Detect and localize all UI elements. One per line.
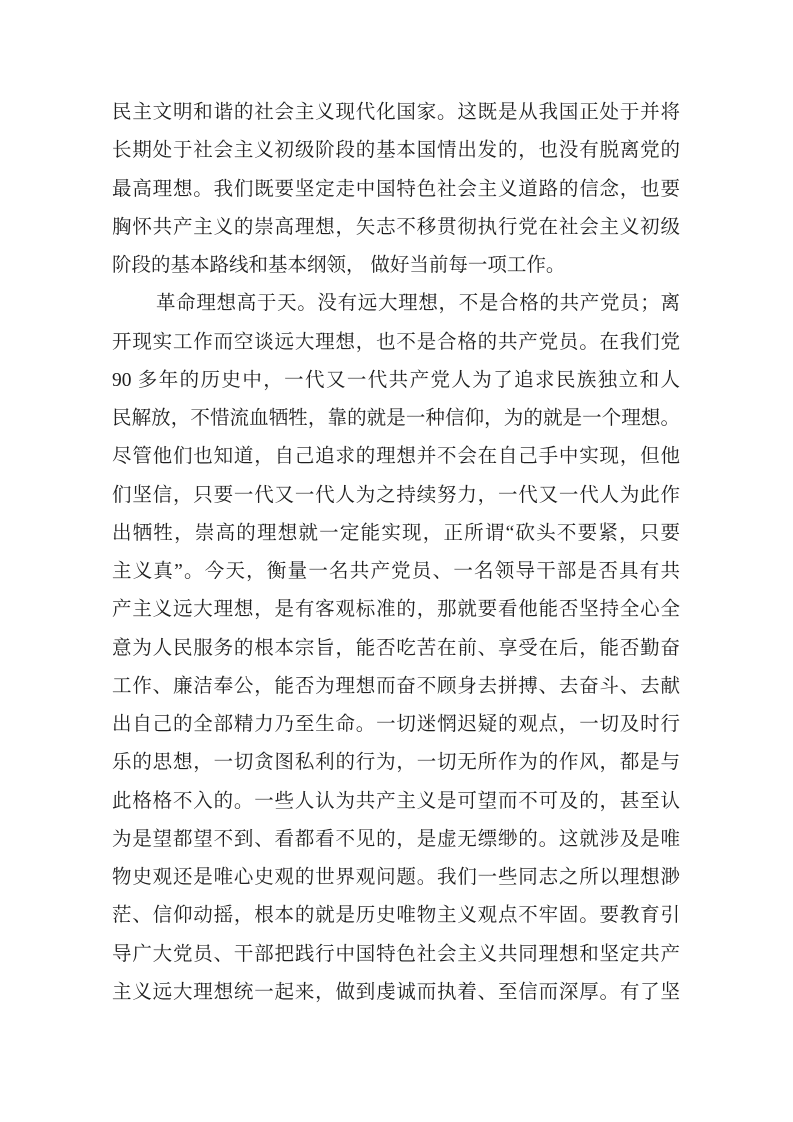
page-text: [112, 94, 680, 1012]
text-line: 物史观还是唯心史观的世界观问题。我们一些同志之所以理想渺: [112, 867, 680, 888]
text-line: 们坚信，只要一代又一代人为之持续努力，一代又一代人为此作: [112, 484, 680, 506]
text-line: 阶段的基本路线和基本纲领， 做好当前每一项工作。: [112, 255, 566, 276]
text-line: 尽管他们也知道，自己追求的理想并不会在自己手中实现，但他: [112, 446, 680, 468]
text-line: 产主义远大理想，是有客观标准的，那就要看他能否坚持全心全: [112, 599, 680, 621]
paragraph: [112, 94, 680, 285]
text-line: 民解放，不惜流血牺牲，靠的就是一种信仰，为的就是一个理想。: [112, 408, 680, 429]
text-line: 民主文明和谐的社会主义现代化国家。这既是从我国正处于并将: [112, 102, 680, 123]
text-line: 长期处于社会主义初级阶段的基本国情出发的，也没有脱离党的: [112, 140, 680, 162]
text-line: 90 多年的历史中，一代又一代共产党人为了追求民族独立和人: [112, 369, 680, 391]
text-line: 为是望都望不到、看都看不见的，是虚无缥缈的。这就涉及是唯: [112, 828, 680, 850]
text-line: 革命理想高于天。没有远大理想，不是合格的共产党员；离: [156, 293, 680, 315]
text-line: 主义远大理想统一起来，做到虔诚而执着、至信而深厚。有了坚: [112, 981, 680, 1003]
text-line: 导广大党员、干部把践行中国特色社会主义共同理想和坚定共产: [112, 943, 680, 965]
text-line: 乐的思想，一切贪图私利的行为，一切无所作为的作风，都是与: [112, 752, 680, 774]
text-line: 工作、廉洁奉公，能否为理想而奋不顾身去拼搏、去奋斗、去献: [112, 675, 680, 697]
text-line: 开现实工作而空谈远大理想，也不是合格的共产党员。在我们党: [112, 331, 680, 353]
text-line: 出自己的全部精力乃至生命。一切迷惘迟疑的观点，一切及时行: [112, 714, 680, 735]
text-line: 最高理想。我们既要坚定走中国特色社会主义道路的信念，也要: [112, 178, 680, 200]
text-line: 胸怀共产主义的崇高理想，矢志不移贯彻执行党在社会主义初级: [112, 216, 680, 238]
paragraph: [112, 285, 680, 1012]
text-line: 出牺牲，崇高的理想就一定能实现，正所谓“砍头不要紧，只要: [112, 522, 680, 544]
text-line: 主义真”。今天，衡量一名共产党员、一名领导干部是否具有共: [112, 561, 680, 582]
text-line: 意为人民服务的根本宗旨，能否吃苦在前、享受在后，能否勤奋: [112, 637, 680, 659]
text-line: 此格格不入的。一些人认为共产主义是可望而不可及的，甚至认: [112, 790, 680, 812]
text-line: 茫、信仰动摇，根本的就是历史唯物主义观点不牢固。要教育引: [112, 905, 680, 927]
